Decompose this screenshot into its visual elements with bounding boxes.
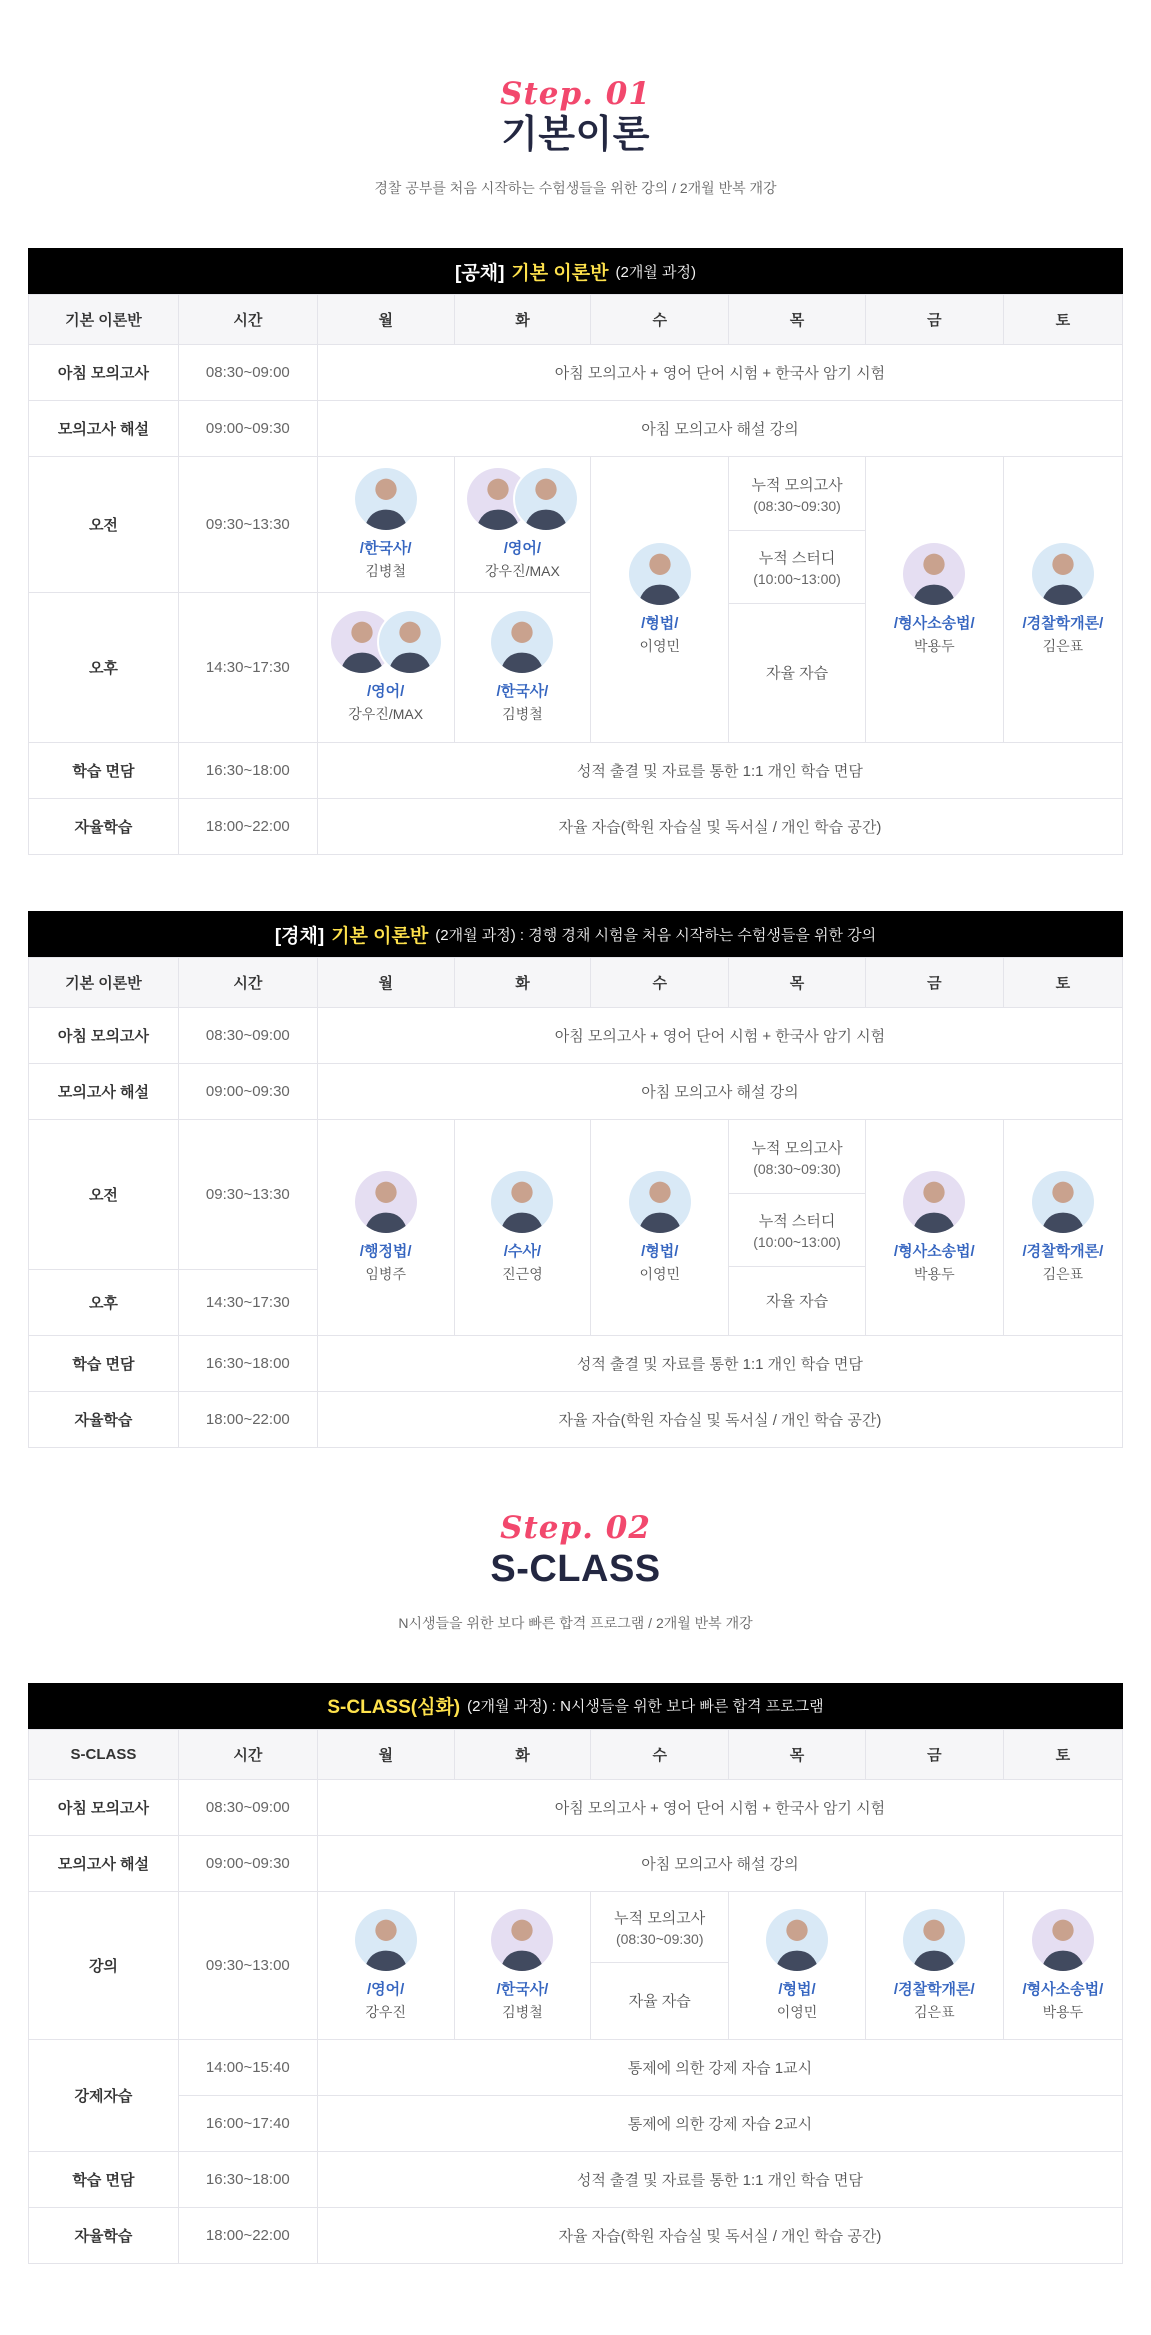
instructor-name: 이영민 [776,2003,818,2020]
cell-wed [591,1891,729,2039]
row-time: 18:00~22:00 [178,2207,317,2263]
row-content: 통제에 의한 강제 자습 1교시 [317,2039,1122,2095]
cell-fri [865,457,1003,743]
sclass-column-header-row [29,1729,1123,1779]
row-label: 강의 [29,1891,179,2039]
cell-fri [865,1891,1003,2039]
instructor-name: 김은표 [1042,1266,1084,1283]
instructor-avatars [1032,1171,1094,1233]
row-time: 09:00~09:30 [178,401,317,457]
col-header-wed: 수 [591,1729,729,1779]
gongchae-title-prefix: [공채] [455,262,505,284]
sclass-schedule-table [28,1729,1123,2264]
instructor-name: 진근영 [502,1266,543,1283]
gyeongchae-schedule-table [28,957,1123,1448]
person-icon [491,1171,553,1233]
row-label: 모의고사 해설 [29,401,179,457]
step2-title: S-CLASS [490,1547,661,1590]
row-counsel [29,2151,1123,2207]
instructor-avatar [766,1909,828,1971]
col-header-thu: 목 [729,958,866,1008]
row-forced-study-2 [29,2095,1123,2151]
thu-self-study: 자율 자습 [765,665,829,683]
cell-tue-pm [454,593,591,743]
row-content: 아침 모의고사 해설 강의 [317,401,1122,457]
subject-label: /경찰학개론/ [1022,1243,1104,1261]
col-header-wed: 수 [591,295,729,345]
row-time: 14:30~17:30 [178,593,317,743]
row-time: 09:00~09:30 [178,1064,317,1120]
gyeongchae-title-suffix: (2개월 과정) : 경행 경채 시험을 처음 시작하는 수험생들을 위한 강의 [435,926,877,944]
row-time: 16:30~18:00 [178,743,317,799]
row-lecture [29,1891,1123,2039]
col-header-fri: 금 [865,1729,1003,1779]
sclass-title-bar [28,1683,1123,1729]
subject-label: /형사소송법/ [1022,1980,1104,1998]
row-self-study [29,799,1123,855]
subject-label: /한국사/ [496,1980,549,1998]
person-icon [1032,1171,1094,1233]
col-header-mon: 월 [317,1729,454,1779]
section-step1-header [0,78,1151,198]
row-label: 자율학습 [29,2207,179,2263]
gongchae-title-bar [28,248,1123,294]
row-content: 아침 모의고사 해설 강의 [317,1064,1122,1120]
step1-title: 기본이론 [501,113,650,156]
cell-thu [729,457,866,743]
person-icon [515,468,577,530]
cell-wed [591,457,729,743]
instructor-avatar [491,1909,553,1971]
table-sclass [28,1683,1123,2264]
instructor-avatar [515,468,577,530]
instructor-avatars [629,1171,691,1233]
thu-cumulative-test: 누적 모의고사 (08:30~09:30) [729,1121,865,1194]
col-header-sat: 토 [1003,1729,1122,1779]
col-header-fri: 금 [865,958,1003,1008]
gongchae-title-suffix: (2개월 과정) [615,263,696,281]
row-label: 자율학습 [29,799,179,855]
instructor-name: 김병철 [502,706,543,723]
row-morning-test [29,1008,1123,1064]
row-label: 아침 모의고사 [29,1779,179,1835]
row-label: 학습 면담 [29,2151,179,2207]
row-time: 16:30~18:00 [178,2151,317,2207]
instructor-name: 이영민 [639,638,681,655]
col-header-tue: 화 [454,295,591,345]
thu-cumulative-study: 누적 스터디 (10:00~13:00) [729,531,865,604]
sclass-title-suffix: (2개월 과정) : N시생들을 위한 보다 빠른 합격 프로그램 [467,1698,824,1716]
instructor-avatar [491,611,553,673]
gongchae-schedule-table [28,294,1123,855]
subject-label: /영어/ [367,1980,405,1998]
person-icon [491,611,553,673]
col-header-fri: 금 [865,295,1003,345]
subject-label: /형법/ [641,615,679,633]
col-header-tue: 화 [454,958,591,1008]
row-time: 08:30~09:00 [178,345,317,401]
thu-cumulative-study: 누적 스터디 (10:00~13:00) [729,1194,865,1267]
row-content: 통제에 의한 강제 자습 2교시 [317,2095,1122,2151]
instructor-avatars [903,1909,965,1971]
step1-subtitle: 경찰 공부를 처음 시작하는 수험생들을 위한 강의 / 2개월 반복 개강 [374,180,777,197]
subject-label: /영어/ [367,683,405,701]
subject-label: /형법/ [641,1243,679,1261]
row-content: 아침 모의고사 + 영어 단어 시험 + 한국사 암기 시험 [317,1008,1122,1064]
row-label: 학습 면담 [29,743,179,799]
row-label: 오후 [29,593,179,743]
instructor-avatars [1032,543,1094,605]
row-am [29,457,1123,593]
col-header-sat: 토 [1003,958,1122,1008]
instructor-avatar [903,1171,965,1233]
subject-label: /형법/ [778,1980,816,1998]
row-time: 09:30~13:00 [178,1891,317,2039]
row-content: 아침 모의고사 해설 강의 [317,1835,1122,1891]
col-header-thu: 목 [729,1729,866,1779]
instructor-avatars [766,1909,828,1971]
row-self-study [29,2207,1123,2263]
instructor-avatar [1032,1909,1094,1971]
col-header-class: 기본 이론반 [29,958,179,1008]
gyeongchae-column-header-row [29,958,1123,1008]
instructor-name: 이영민 [639,1266,681,1283]
person-icon [629,1171,691,1233]
row-label: 오전 [29,1120,179,1270]
cell-mon-pm [317,593,454,743]
instructor-name: 강우진/MAX [485,563,560,580]
instructor-avatar [903,543,965,605]
cell-mon [317,1120,454,1336]
subject-label: /형사소송법/ [893,615,975,633]
cell-fri [865,1120,1003,1336]
cell-wed [591,1120,729,1336]
person-icon [355,1171,417,1233]
row-time: 09:30~13:30 [178,457,317,593]
instructor-name: 임병주 [365,1266,406,1283]
step2-subtitle: N시생들을 위한 보다 빠른 합격 프로그램 / 2개월 반복 개강 [398,1614,753,1631]
row-forced-study-1 [29,2039,1123,2095]
row-time: 16:00~17:40 [178,2095,317,2151]
wed-self-study: 자율 자습 [628,1993,691,2011]
col-header-sat: 토 [1003,295,1122,345]
row-label: 모의고사 해설 [29,1064,179,1120]
cell-thu [729,1120,866,1336]
instructor-avatars [331,611,441,673]
thu-cumulative-test: 누적 모의고사 (08:30~09:30) [729,458,865,531]
instructor-avatars [355,1909,417,1971]
wed-cumulative-test: 누적 모의고사 (08:30~09:30) [591,1892,728,1963]
instructor-avatars [491,611,553,673]
person-icon [903,1909,965,1971]
cell-sat [1003,1120,1122,1336]
cell-tue-am [454,457,591,593]
thu-self-study: 자율 자습 [765,1293,829,1311]
person-icon [491,1909,553,1971]
instructor-avatar [629,543,691,605]
row-content: 자율 자습(학원 자습실 및 독서실 / 개인 학습 공간) [317,2207,1122,2263]
instructor-name: 김병철 [502,2003,543,2020]
section-step2-header [0,1512,1151,1632]
row-content: 성적 출결 및 자료를 통한 1:1 개인 학습 면담 [317,1336,1122,1392]
col-header-class: 기본 이론반 [29,295,179,345]
row-label: 모의고사 해설 [29,1835,179,1891]
instructor-avatars [355,1171,417,1233]
person-icon [1032,1909,1094,1971]
row-review [29,1835,1123,1891]
person-icon [903,1171,965,1233]
row-time: 18:00~22:00 [178,799,317,855]
subject-label: /형사소송법/ [893,1243,975,1261]
cell-sat [1003,457,1122,743]
subject-label: /한국사/ [496,683,549,701]
instructor-avatars [629,543,691,605]
cell-mon-am [317,457,454,593]
instructor-avatars [903,1171,965,1233]
col-header-mon: 월 [317,958,454,1008]
cell-mon [317,1891,454,2039]
row-content: 성적 출결 및 자료를 통한 1:1 개인 학습 면담 [317,743,1122,799]
row-label: 학습 면담 [29,1336,179,1392]
row-counsel [29,743,1123,799]
instructor-avatar [379,611,441,673]
person-icon [355,1909,417,1971]
row-content: 자율 자습(학원 자습실 및 독서실 / 개인 학습 공간) [317,1392,1122,1448]
col-header-time: 시간 [178,295,317,345]
person-icon [1032,543,1094,605]
row-review [29,1064,1123,1120]
instructor-avatars [903,543,965,605]
table-gongchae [28,248,1123,855]
step1-label: Step. 01 [500,76,651,112]
instructor-name: 김병철 [365,563,406,580]
instructor-avatars [1032,1909,1094,1971]
instructor-avatar [355,1909,417,1971]
subject-label: /경찰학개론/ [893,1980,975,1998]
col-header-time: 시간 [178,958,317,1008]
person-icon [379,611,441,673]
row-label: 아침 모의고사 [29,345,179,401]
row-content: 아침 모의고사 + 영어 단어 시험 + 한국사 암기 시험 [317,1779,1122,1835]
col-header-thu: 목 [729,295,866,345]
instructor-avatar [1032,543,1094,605]
person-icon [766,1909,828,1971]
sclass-title-highlight: S-CLASS(심화) [327,1697,461,1719]
instructor-name: 김은표 [914,2003,955,2020]
row-morning-test [29,1779,1123,1835]
row-morning-test [29,345,1123,401]
row-time: 18:00~22:00 [178,1392,317,1448]
row-time: 09:00~09:30 [178,1835,317,1891]
person-icon [903,543,965,605]
instructor-avatar [1032,1171,1094,1233]
col-header-time: 시간 [178,1729,317,1779]
gongchae-title-highlight: 기본 이론반 [511,262,609,284]
instructor-name: 박용두 [1042,2003,1084,2020]
instructor-name: 박용두 [914,638,955,655]
row-label: 오전 [29,457,179,593]
row-time: 08:30~09:00 [178,1779,317,1835]
row-time: 14:30~17:30 [178,1270,317,1336]
row-time: 14:00~15:40 [178,2039,317,2095]
gyeongchae-title-bar [28,911,1123,957]
gongchae-column-header-row [29,295,1123,345]
row-am [29,1120,1123,1270]
row-review [29,401,1123,457]
row-counsel [29,1336,1123,1392]
person-icon [355,468,417,530]
row-label: 자율학습 [29,1392,179,1448]
instructor-avatar [491,1171,553,1233]
row-label: 오후 [29,1270,179,1336]
row-content: 자율 자습(학원 자습실 및 독서실 / 개인 학습 공간) [317,799,1122,855]
person-icon [629,543,691,605]
table-gyeongchae [28,911,1123,1448]
cell-sat [1003,1891,1122,2039]
cell-tue [454,1120,591,1336]
instructor-name: 강우진/MAX [348,706,424,723]
instructor-avatars [491,1171,553,1233]
row-time: 08:30~09:00 [178,1008,317,1064]
cell-tue [454,1891,591,2039]
row-time: 09:30~13:30 [178,1120,317,1270]
row-self-study [29,1392,1123,1448]
instructor-avatar [903,1909,965,1971]
col-header-mon: 월 [317,295,454,345]
gyeongchae-title-prefix: [경채] [274,925,325,947]
subject-label: /수사/ [503,1243,542,1261]
instructor-avatars [467,468,577,530]
subject-label: /한국사/ [359,540,412,558]
cell-thu [729,1891,866,2039]
subject-label: /영어/ [503,540,542,558]
col-header-class: S-CLASS [29,1729,179,1779]
col-header-tue: 화 [454,1729,591,1779]
row-label: 아침 모의고사 [29,1008,179,1064]
row-label: 강제자습 [29,2039,179,2151]
row-time: 16:30~18:00 [178,1336,317,1392]
row-content: 성적 출결 및 자료를 통한 1:1 개인 학습 면담 [317,2151,1122,2207]
instructor-avatar [355,1171,417,1233]
instructor-avatars [355,468,417,530]
instructor-avatars [491,1909,553,1971]
instructor-name: 박용두 [914,1266,955,1283]
subject-label: /경찰학개론/ [1022,615,1104,633]
instructor-name: 김은표 [1042,638,1084,655]
col-header-wed: 수 [591,958,729,1008]
row-content: 아침 모의고사 + 영어 단어 시험 + 한국사 암기 시험 [317,345,1122,401]
step2-label: Step. 02 [500,1510,651,1547]
instructor-name: 강우진 [365,2003,406,2020]
subject-label: /행정법/ [359,1243,412,1261]
instructor-avatar [355,468,417,530]
instructor-avatar [629,1171,691,1233]
gyeongchae-title-highlight: 기본 이론반 [331,925,429,947]
